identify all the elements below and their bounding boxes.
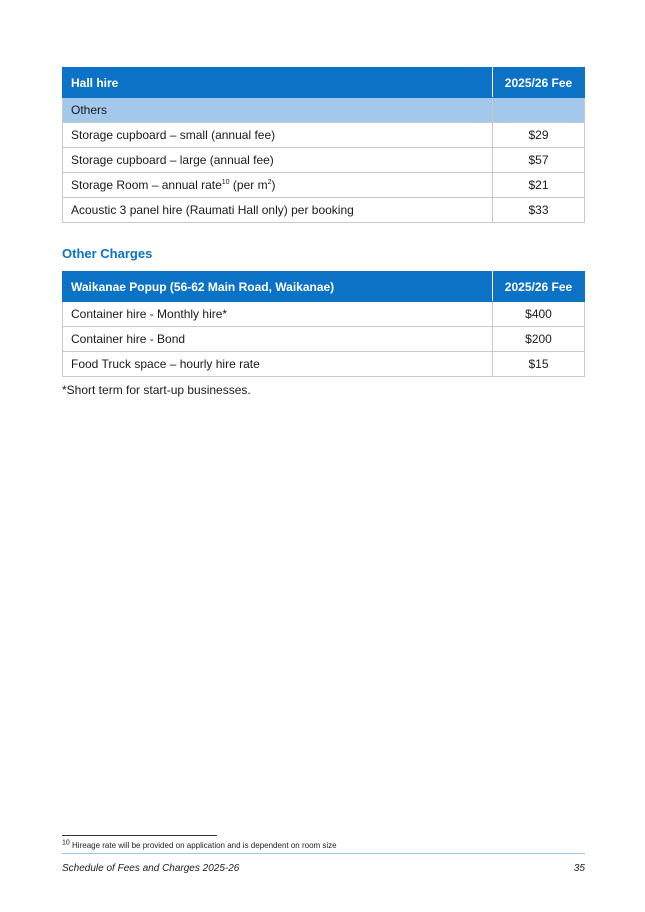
column-header-item: Hall hire (63, 68, 493, 98)
row-fee: $29 (493, 123, 585, 148)
section-heading-other-charges: Other Charges (62, 246, 153, 261)
column-header-item: Waikanae Popup (56-62 Main Road, Waikanae) (63, 272, 493, 302)
table-row (63, 302, 585, 327)
column-header-fee: 2025/26 Fee (493, 68, 585, 98)
footnote-reference[interactable]: 10 (221, 179, 230, 186)
table-row (63, 123, 585, 148)
table-row (63, 198, 585, 223)
row-fee: $15 (493, 352, 585, 377)
row-item-unit-close: ) (271, 178, 276, 192)
row-item-unit: (per m (229, 178, 268, 192)
row-item: Food Truck space – hourly hire rate (63, 352, 493, 377)
table-row (63, 148, 585, 173)
row-item-text: Storage Room – annual rate (71, 178, 222, 192)
table-header-row (63, 272, 585, 302)
row-item: Storage cupboard – large (annual fee) (63, 148, 493, 173)
subheading-fee-empty (493, 98, 585, 123)
table-row (63, 327, 585, 352)
subheading-others: Others (63, 98, 493, 123)
footnote-number: 10 (62, 839, 70, 847)
row-fee: $400 (493, 302, 585, 327)
page-number: 35 (573, 863, 585, 874)
footer-divider (62, 853, 585, 854)
footnote-text: Hireage rate will be provided on application and is dependent on room size (69, 841, 337, 850)
hall-hire-table (62, 67, 585, 223)
row-item: Container hire - Monthly hire* (63, 302, 493, 327)
table-header-row (63, 68, 585, 98)
unit-superscript: 2 (267, 179, 272, 186)
row-item: Storage cupboard – small (annual fee) (63, 123, 493, 148)
footnote (62, 841, 337, 850)
row-item (63, 173, 493, 198)
startup-note: *Short term for start-up businesses. (62, 383, 251, 397)
row-item: Acoustic 3 panel hire (Raumati Hall only) per booking (63, 198, 493, 223)
footnote-divider (62, 835, 217, 836)
table-row (63, 352, 585, 377)
table-row (63, 173, 585, 198)
table-subheading-row (63, 98, 585, 123)
row-item: Container hire - Bond (63, 327, 493, 352)
footer-document-title: Schedule of Fees and Charges 2025-26 (62, 863, 240, 874)
row-fee: $200 (493, 327, 585, 352)
row-fee: $33 (493, 198, 585, 223)
column-header-fee: 2025/26 Fee (493, 272, 585, 302)
row-fee: $57 (493, 148, 585, 173)
other-charges-table (62, 271, 585, 377)
row-fee: $21 (493, 173, 585, 198)
